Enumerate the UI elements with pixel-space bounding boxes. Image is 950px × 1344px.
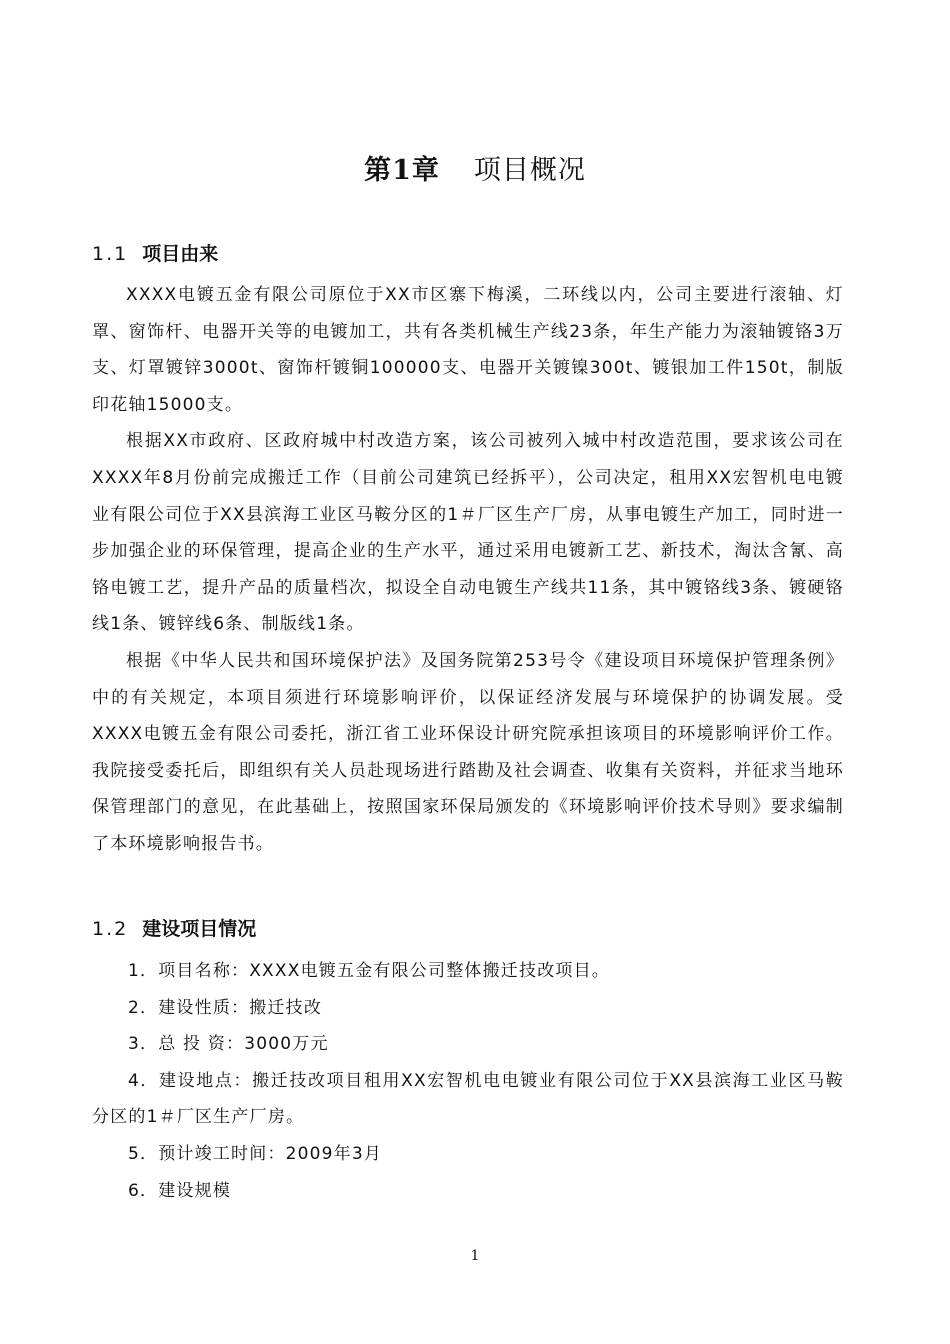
page-number: 1 xyxy=(470,1248,480,1264)
list-item: 6．建设规模 xyxy=(128,1180,232,1201)
list-item: 2．建设性质：搬迁技改 xyxy=(128,997,323,1018)
paragraph: 根据《中华人民共和国环境保护法》及国务院第253号令《建设项目环境保护管理条例》中的有关规定，本项目须进行环境影响评价，以保证经济发展与环境保护的协调发展。受XXXX电镀五金有限公司委托，浙江省工业环保设计研究院承担该项目的环境影响评价工作。我院接受委托后，即组织有关人员赴现场进行踏勘及社会调查、收集有关资料，并征求当地环保管理部门的意见，在此基础上，按照国家环保局颁发的《环境影响评价技术导则》要求编制了本环境影响报告书。 xyxy=(92,650,844,854)
section-number: 1.2 xyxy=(92,918,129,940)
chapter-title xyxy=(0,148,950,187)
paragraph: XXXX电镀五金有限公司原位于XX市区寨下梅溪，二环线以内，公司主要进行滚轴、灯罩、窗饰杆、电器开关等的电镀加工，共有各类机械生产线23条，年生产能力为滚轴镀铬3万支、灯罩镀锌3000t、窗饰杆镀铜100000支、电器开关镀镍300t、镀银加工件150t，制版印花轴15000支。 xyxy=(92,285,844,415)
list-item: 3．总 投 资：3000万元 xyxy=(128,1034,329,1055)
list-item: 1．项目名称：XXXX电镀五金有限公司整体搬迁技改项目。 xyxy=(128,961,610,981)
section-heading-1-1 xyxy=(92,239,218,266)
section-title: 建设项目情况 xyxy=(142,918,257,940)
list-item: 5．预计竣工时间：2009年3月 xyxy=(128,1143,383,1164)
list-item: 4．建设地点：搬迁技改项目租用XX宏智机电电镀业有限公司位于XX县滨海工业区马鞍分区的1＃厂区生产厂房。 xyxy=(92,1070,844,1128)
project-info-list xyxy=(92,953,844,1209)
chapter-number: 第1章 xyxy=(364,155,440,186)
section-number: 1.1 xyxy=(92,243,129,265)
chapter-name: 项目概况 xyxy=(473,155,586,186)
section-heading-1-2 xyxy=(92,914,256,941)
paragraph: 根据XX市政府、区政府城中村改造方案，该公司被列入城中村改造范围，要求该公司在XXXX年8月份前完成搬迁工作（目前公司建筑已经拆平），公司决定，租用XX宏智机电电镀业有限公司位于XX县滨海工业区马鞍分区的1＃厂区生产厂房，从事电镀生产加工，同时进一步加强企业的环保管理，提高企业的生产水平，通过采用电镀新工艺、新技术，淘汰含氰、高铬电镀工艺，提升产品的质量档次，拟设全自动电镀生产线共11条，其中镀铬线3条、镀硬铬线1条、镀锌线6条、制版线1条。 xyxy=(92,431,844,635)
section-1-1-body xyxy=(92,277,844,863)
section-title: 项目由来 xyxy=(142,243,219,265)
